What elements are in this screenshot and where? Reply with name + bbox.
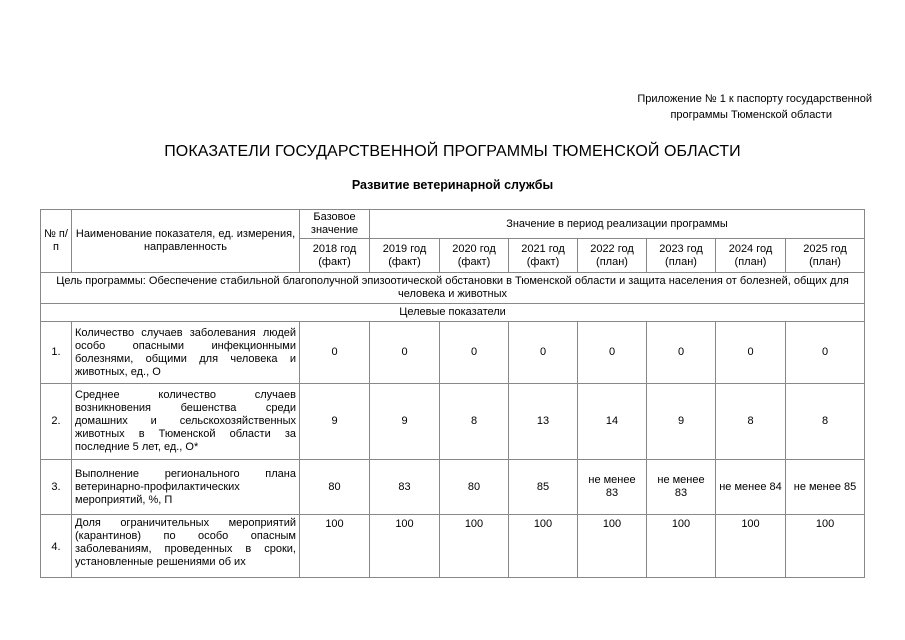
value-cell: не менее 84: [716, 460, 786, 515]
appendix-line-2: программы Тюменской области: [670, 109, 832, 121]
year-label: 2021 год: [521, 242, 565, 255]
year-label: 2025 год: [803, 242, 847, 255]
table-row: [41, 322, 865, 384]
document-title: ПОКАЗАТЕЛИ ГОСУДАРСТВЕННОЙ ПРОГРАММЫ ТЮМЕНСКОЙ ОБЛАСТИ: [164, 143, 741, 160]
year-label: 2024 год: [728, 242, 773, 255]
value-cell: 8: [786, 384, 865, 460]
value-cell: 8: [440, 384, 509, 460]
header-row-1: [41, 210, 865, 239]
value-cell: 100: [647, 515, 716, 578]
appendix-note: [572, 91, 872, 123]
header-year: [786, 239, 865, 273]
year-label: 2023 год: [659, 242, 703, 255]
value-cell: 14: [578, 384, 647, 460]
year-label: 2022 год: [590, 242, 634, 255]
header-year: [578, 239, 647, 273]
header-base: Базовое значение: [300, 210, 370, 239]
value-cell: 100: [578, 515, 647, 578]
value-cell: 0: [370, 322, 440, 384]
value-cell: 0: [716, 322, 786, 384]
value-cell: не менее 83: [647, 460, 716, 515]
indicators-table: [40, 209, 865, 578]
year-type: (план): [809, 255, 841, 268]
value-cell: 83: [370, 460, 440, 515]
value-cell: 0: [578, 322, 647, 384]
table-row: [41, 460, 865, 515]
value-cell: 9: [647, 384, 716, 460]
value-cell: 9: [300, 384, 370, 460]
section-title: Целевые показатели: [41, 304, 865, 322]
value-cell: 80: [440, 460, 509, 515]
year-type: (факт): [526, 255, 560, 268]
section-row: [41, 304, 865, 322]
value-cell: 9: [370, 384, 440, 460]
header-year: [509, 239, 578, 273]
value-cell: 13: [509, 384, 578, 460]
value-cell: 0: [647, 322, 716, 384]
document-subtitle: Развитие ветеринарной службы: [351, 178, 554, 192]
indicator-name: Доля ограничительных мероприятий (карантинов) по особо опасным заболеваниям, проведенных в сроки, установленные решениями об их: [75, 517, 296, 568]
value-cell: 100: [716, 515, 786, 578]
header-year: [716, 239, 786, 273]
row-number: 2.: [41, 384, 72, 460]
value-cell: не менее 83: [578, 460, 647, 515]
indicator-name: Среднее количество случаев возникновения бешенства среди домашних и сельскохозяйственных животных в Тюменской области за последние 5 лет, ед., О*: [72, 384, 300, 460]
year-type: (план): [734, 255, 767, 268]
value-cell: 0: [509, 322, 578, 384]
header-no: № п/п: [41, 210, 72, 273]
indicator-name-cell: [72, 515, 300, 578]
indicator-name: Выполнение регионального плана ветеринарно-профилактических мероприятий, %, П: [72, 460, 300, 515]
goal-row: [41, 273, 865, 304]
year-type: (факт): [318, 255, 351, 268]
value-cell: 100: [300, 515, 370, 578]
table-row: [41, 384, 865, 460]
table-row: [41, 515, 865, 578]
value-cell: 85: [509, 460, 578, 515]
header-year: [647, 239, 716, 273]
year-label: 2018 год: [312, 242, 357, 255]
value-cell: 8: [716, 384, 786, 460]
value-cell: 0: [300, 322, 370, 384]
value-cell: 0: [786, 322, 865, 384]
header-year: [300, 239, 370, 273]
value-cell: 100: [440, 515, 509, 578]
year-type: (факт): [388, 255, 421, 268]
year-label: 2020 год: [452, 242, 496, 255]
row-number: 4.: [41, 515, 72, 578]
year-label: 2019 год: [382, 242, 427, 255]
year-type: (факт): [457, 255, 491, 268]
row-number: 3.: [41, 460, 72, 515]
header-name: Наименование показателя, ед. измерения, направленность: [72, 210, 300, 273]
row-number: 1.: [41, 322, 72, 384]
value-cell: 80: [300, 460, 370, 515]
header-year: [440, 239, 509, 273]
header-year: [370, 239, 440, 273]
value-cell: 0: [440, 322, 509, 384]
year-type: (план): [596, 255, 628, 268]
program-goal: Цель программы: Обеспечение стабильной благополучной эпизоотической обстановки в Тюменской области и защита населения от болезней, общих для человека и животных: [41, 273, 865, 304]
value-cell: 100: [786, 515, 865, 578]
value-cell: 100: [370, 515, 440, 578]
year-type: (план): [665, 255, 697, 268]
value-cell: не менее 85: [786, 460, 865, 515]
indicator-name: Количество случаев заболевания людей особо опасными инфекционными болезнями, общими для человека и животных, ед., О: [72, 322, 300, 384]
appendix-line-1: Приложение № 1 к паспорту государственной: [637, 93, 872, 105]
header-period: Значение в период реализации программы: [370, 210, 865, 239]
value-cell: 100: [509, 515, 578, 578]
